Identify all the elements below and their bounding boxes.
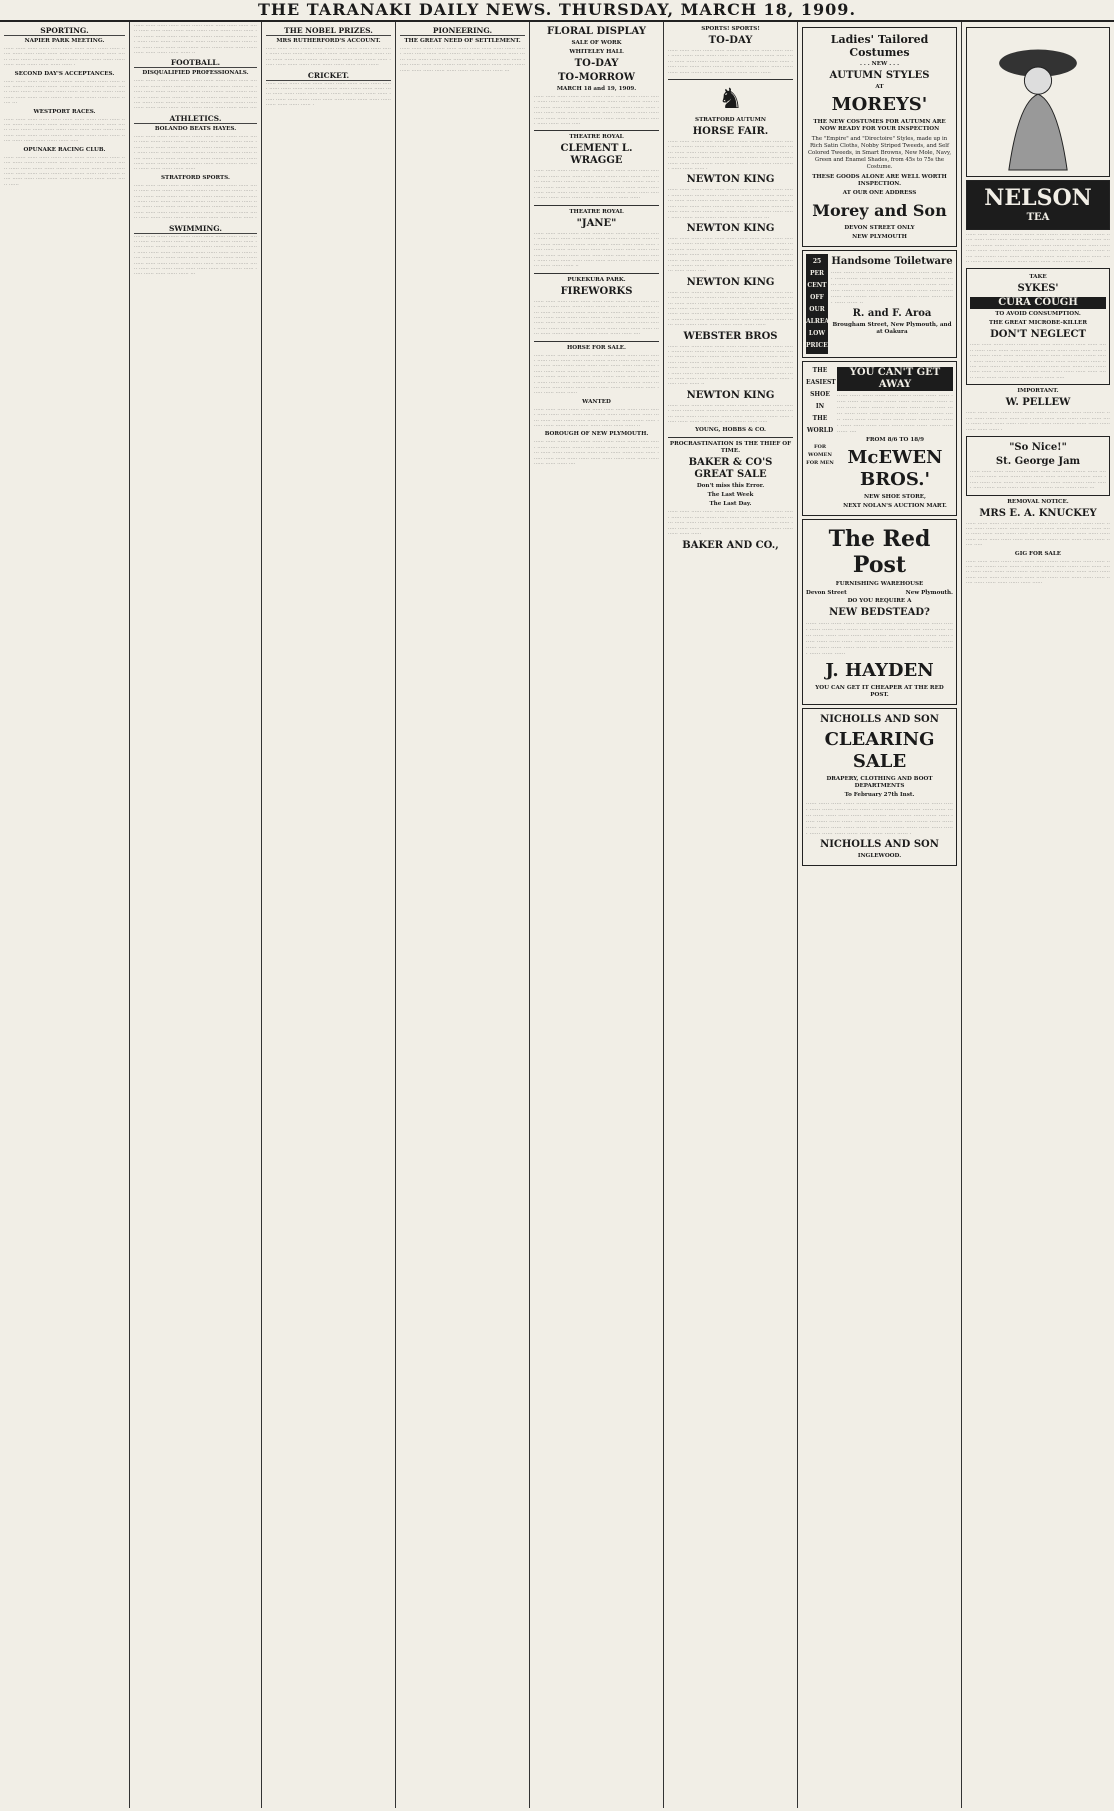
subheading-opunake: OPUNAKE RACING CLUB.: [23, 146, 106, 153]
column-notices-1: FLORAL DISPLAY SALE OF WORK WHITELEY HALL TO-DAY TO-MORROW MARCH 18 and 19, 1909. ······ ······ ······ ······ ······ ······ ······ ······ ······ ······ ······ ······ ······ ······ ······ ······ ······ ······ ······ ······ ······ ······ ······ ······ ······ ······ ······ ······ ······ ······ ······ ······ ······ ······ ······ ······ ······ ······ ······ ······ ······ ······ ······ ······ ······ ······ ······ ······ ······ ······ ······ ······ ······ ······ ······ ······ ······ ····· THEATRE ROYAL CLEMENT L. WRAGGE ······ ······ ······ ······ ······ ······ ······ ······ ······ ······ ······ ······ ······ ······ ······ ······ ······ ······ ······ ······ ······ ······ ······ ······ ······ ······ ······ ······ ······ ······ ······ ······ ······ ······ ······ ······ ······ ······ ······ ······ ······ ······ ······ ······ ······ ······ ······ ······ ······ ······ ······ ······ ······ ······ ······ ······ ······ ······ ······ ······ ······ ······ ······ THEATRE ROYAL "JANE" ······ ······ ······ ······ ······ ······ ······ ······ ······ ······ ······ ······ ······ ······ ······ ······ ······ ······ ······ ······ ······ ······ ······ ······ ······ ······ ······ ······ ······ ······ ······ ······ ······ ······ ······ ······ ······ ······ ······ ······ ······ ······ ······ ······ ······ ······ ······ ······ ······ ······ ······ ······ ······ ······ ······ ······ ······ ······ ······ ······ ······ ······ ······ ······ ······ ······ ······ ······ ·· PUKEKURA PARK. FIREWORKS ······ ······ ······ ······ ······ ······ ······ ······ ······ ······ ······ ······ ······ ······ ······ ······ ······ ······ ······ ······ ······ ······ ······ ······ ······ ······ ······ ······ ······ ······ ······ ······ ······ ······ ······ ······ ······ ······ ······ ······ ······ ······ ······ ······ ······ ······ ······ ······ ······ ······ ······ ······ ······ ······ ······ ······ ······ ······ ······ ······ ······ ······ ······ ······ ······ ······ ······ ······ ······ ······ ······ ······ ······ ···· HORSE FOR SALE. ······ ······ ······ ······ ······ ······ ······ ······ ······ ······ ······ ······ ······ ······ ······ ······ ······ ······ ······ ······ ······ ······ ······ ······ ······ ······ ······ ······ ······ ······ ······ ······ ······ ······ ······ ······ ······ ······ ······ ······ ······ ······ ······ ······ ······ ······ ······ ······ ······ ······ ······ ······ ······ ······ ······ ······ ······ ······ ······ ······ ······ ······ ······ ······ ······ ······ ······ ······ ······ ······ ······ ······ ······ ······ ······ ······ ······ ······ ······ WANTED ······ ······ ······ ······ ······ ······ ······ ······ ······ ······ ······ ······ ······ ······ ······ ······ ······ ······ ······ ······ ······ ······ ······ ······ ······ ······ ······ ······ ······ ······ ······ ······ ······ ······ ······ ······ ······ ······ ······ ······ ······ ·· BOROUGH OF NEW PLYMOUTH. ······ ······ ······ ······ ······ ······ ······ ······ ······ ······ ······ ······ ······ ······ ······ ······ ······ ······ ······ ······ ······ ······ ······ ······ ······ ······ ······ ······ ······ ······ ······ ······ ······ ······ ······ ······ ······ ······ ······ ······ ······ ······ ······ ······ ······ ······ ····: [530, 22, 664, 1808]
devon-street: Devon Street: [806, 590, 847, 596]
heading-athletics: ATHLETICS.: [134, 114, 257, 124]
nolan-auction: NEXT NOLAN'S AUCTION MART.: [843, 503, 947, 509]
devon-street-only: DEVON STREET ONLY: [844, 225, 915, 231]
borough-heading: BOROUGH OF NEW PLYMOUTH.: [544, 431, 649, 438]
heading-cricket: CRICKET.: [266, 71, 391, 81]
theatre-royal-1: THEATRE ROYAL: [569, 134, 624, 141]
lady-illustration: [966, 27, 1110, 177]
heading-sporting: SPORTING.: [4, 26, 125, 36]
subheading-stratford-sports: STRATFORD SPORTS.: [161, 174, 230, 181]
one-address: AT OUR ONE ADDRESS: [842, 190, 917, 196]
microbe-killer: THE GREAT MICROBE-KILLER: [989, 320, 1087, 327]
new-plymouth-2: New Plymouth.: [905, 590, 953, 596]
take-label: TAKE: [1029, 274, 1047, 281]
sykes-advert: TAKE SYKES' CURA COUGH TO AVOID CONSUMPTION. THE GREAT MICROBE-KILLER DON'T NEGLECT ······ ······ ······ ······ ······ ······ ······ ······ ······ ······ ······ ······ ······ ······ ······ ······ ······ ······ ······ ······ ······ ······ ······ ······ ······ ······ ······ ······ ······ ······ ······ ······ ······ ······ ······ ······ ······ ······ ······ ······ ······ ······ ······ ······ ······ ······ ······ ······ ······ ······ ······ ······ ······ ······ ······ ······ ······ ······ ······ ······ ······ ······ ······ ······ ······ ······ ······ ······ ······ ······ ······ ······ ······ ······ ······ ······ ······ ·····: [966, 268, 1110, 385]
nicholls-advert: NICHOLLS AND SON CLEARING SALE DRAPERY, CLOTHING AND BOOT DEPARTMENTS To February 27th Inst. ······ ······ ······ ······ ······ ······ ······ ······ ······ ······ ······ ······ ······ ······ ······ ······ ······ ······ ······ ······ ······ ······ ······ ······ ······ ······ ······ ······ ······ ······ ······ ······ ······ ······ ······ ······ ······ ······ ······ ······ ······ ······ ······ ······ ······ ······ ······ ······ ······ ······ ······ ······ ······ ······ ······ ······ ······ ······ ······ ······ ······ ······ ······ ······ ······ ······ ······ · NICHOLLS AND SON INGLEWOOD.: [802, 708, 957, 866]
floral-display-title: FLORAL DISPLAY: [547, 26, 646, 37]
column-sports-2: ······ ······ ······ ······ ······ ······ ······ ······ ······ ······ ······ ······ ······ ······ ······ ······ ······ ······ ······ ······ ······ ······ ······ ······ ······ ······ ······ ······ ······ ······ ······ ······ ······ ······ ······ ······ ······ ······ ······ ······ ······ ······ ······ ······ ······ ······ ······ ······ ······ ······ ······ ······ ······ ······ ······ ······ ······ ······ ·· FOOTBALL. DISQUALIFIED PROFESSIONALS. ······ ······ ······ ······ ······ ······ ······ ······ ······ ······ ······ ······ ······ ······ ······ ······ ······ ······ ······ ······ ······ ······ ······ ······ ······ ······ ······ ······ ······ ······ ······ ······ ······ ······ ······ ······ ······ ······ ······ ······ ······ ······ ······ ······ ······ ······ ······ ······ ······ ······ ······ ······ ······ ······ ······ ······ ······ ······ ······ ······ ······ ······ ······ ···· ATHLETICS. BOLANDO BEATS HAYES. ······ ······ ······ ······ ······ ······ ······ ······ ······ ······ ······ ······ ······ ······ ······ ······ ······ ······ ······ ······ ······ ······ ······ ······ ······ ······ ······ ······ ······ ······ ······ ······ ······ ······ ······ ······ ······ ······ ······ ······ ······ ······ ······ ······ ······ ······ ······ ······ ······ ······ ······ ······ ······ ······ ······ ······ ······ ······ ······ ······ ······ ······ ······ ······ ······ ······ ······ ······ ······ STRATFORD SPORTS. ······ ······ ······ ······ ······ ······ ······ ······ ······ ······ ······ ······ ······ ······ ······ ······ ······ ······ ······ ······ ······ ······ ······ ······ ······ ······ ······ ······ ······ ······ ······ ······ ······ ······ ······ ······ ······ ······ ······ ······ ······ ······ ······ ······ ······ ······ ······ ······ ······ ······ ······ ······ ······ ······ ······ ······ ······ ······ ······ ······ ······ ······ ······ ······ ······ ······ ······ ······ ······ ······ ······ ······ ······ ······ · SWIMMING. ······ ······ ······ ······ ······ ······ ······ ······ ······ ······ ······ ······ ······ ······ ······ ······ ······ ······ ······ ······ ······ ······ ······ ······ ······ ······ ······ ······ ······ ······ ······ ······ ······ ······ ······ ······ ······ ······ ······ ······ ······ ······ ······ ······ ······ ······ ······ ······ ······ ······ ······ ······ ······ ······ ······ ······ ······ ······ ······ ······ ······ ······ ······ ······ ······ ······ ······ ······ ······ ······ ······ ······ ······ ······ ······ ······ ······ ······ ······ ···: [130, 22, 262, 1808]
avoid-consumption: TO AVOID CONSUMPTION.: [995, 311, 1081, 318]
cheaper-red-post: YOU CAN GET IT CHEAPER AT THE RED POST.: [815, 685, 944, 698]
newton-king-4: NEWTON KING: [686, 389, 775, 401]
newton-king-3: NEWTON KING: [686, 276, 775, 288]
knuckey-name: MRS E. A. KNUCKEY: [979, 507, 1097, 519]
discount-banner: 25 PER CENT OFF OUR ALREADY LOW PRICES: [806, 254, 828, 354]
webster-bros: WEBSTER BROS: [683, 330, 778, 342]
horse-for-sale: HORSE FOR SALE.: [566, 344, 627, 351]
morey-and-son: Morey and Son: [812, 201, 947, 220]
theatre-royal-2: THEATRE ROYAL: [569, 208, 624, 215]
removal-notice: REMOVAL NOTICE.: [1007, 498, 1069, 505]
nelson-title: NELSON: [984, 185, 1092, 211]
subheading-acceptances: SECOND DAY'S ACCEPTANCES.: [14, 70, 115, 77]
newton-king-1: NEWTON KING: [686, 174, 775, 186]
autumn-styles: AUTUMN STYLES: [829, 70, 930, 81]
sale-of-work-title: SALE OF WORK: [571, 40, 622, 46]
hayden-name: J. HAYDEN: [825, 660, 934, 681]
subheading-bolando: BOLANDO BEATS HAYES.: [154, 125, 237, 132]
so-nice: "So Nice!": [1009, 441, 1067, 453]
procrastination: PROCRASTINATION IS THE THIEF OF TIME.: [669, 441, 792, 455]
red-post-title: The Red Post: [828, 526, 931, 578]
tea-label: TEA: [1026, 212, 1050, 223]
column-pioneering: PIONEERING. THE GREAT NEED OF SETTLEMENT. ······ ······ ······ ······ ······ ······ ······ ······ ······ ······ ······ ······ ······ ······ ······ ······ ······ ······ ······ ······ ······ ······ ······ ······ ······ ······ ······ ······ ······ ······ ······ ······ ······ ······ ······ ······ ······ ······ ······ ······ ······ ······ ······ ······ ······ ······ ······ ······ ······ ······ ······ ······ ···: [396, 22, 530, 1808]
gig-for-sale: GIG FOR SALE: [1014, 550, 1062, 557]
heading-football: FOOTBALL.: [134, 58, 257, 68]
to-february: To February 27th Inst.: [844, 792, 915, 798]
floral-dates: MARCH 18 and 19, 1909.: [556, 86, 637, 92]
wanted-heading: WANTED: [582, 398, 611, 405]
mcewen-advert: THE EASIEST SHOE IN THE WORLD FOR WOMEN FOR MEN YOU CAN'T GET AWAY ······ ······ ······ ······ ······ ······ ······ ······ ······ ······ ······ ······ ······ ······ ······ ······ ······ ······ ······ ······ ······ ······ ······ ······ ······ ······ ······ ······ ······ ······ ······ ······ ······ ······ ······ ······ ······ ······ ······ ······ ······ ······ ······ ······ ······ ······ ······ ······ ······ ······ ······ ······ ······ ······ ······ ······ ···· FROM 8/6 TO 18/9 McEWEN BROS.' NEW SHOE STORE, NEXT NOLAN'S AUCTION MART.: [802, 361, 957, 516]
subheading-rutherford: MRS RUTHERFORD'S ACCOUNT.: [276, 38, 381, 44]
nicholls-title: NICHOLLS AND SON: [820, 714, 939, 725]
do-you-require: DO YOU REQUIRE A: [847, 598, 912, 604]
pukekura-park: PUKEKURA PARK.: [567, 276, 626, 283]
sports-banner: SPORTS! SPORTS!: [701, 26, 760, 32]
sykes-title: SYKES': [1017, 283, 1059, 295]
horse-icon: ♞: [717, 82, 744, 116]
stratford-autumn: STRATFORD AUTUMN: [695, 117, 766, 124]
mcewen-bros: McEWEN BROS.': [847, 447, 943, 490]
subheading-disqualified: DISQUALIFIED PROFESSIONALS.: [142, 70, 249, 77]
column-adverts: [798, 22, 962, 1808]
dont-neglect: DON'T NEGLECT: [990, 329, 1086, 341]
today-banner-2: TO-DAY: [708, 35, 753, 46]
horse-fair-title: HORSE FAIR.: [692, 126, 769, 138]
column-sporting: SPORTING. NAPIER PARK MEETING. ······ ······ ······ ······ ······ ······ ······ ······ ······ ······ ······ ······ ······ ······ ······ ······ ······ ······ ······ ······ ······ ······ ······ ······ ······ ······ ······ ······ ······ ······ ······ ······ ······ ······ ······ ······ ······ · SECOND DAY'S ACCEPTANCES. ······ ······ ······ ······ ······ ······ ······ ······ ······ ······ ······ ······ ······ ······ ······ ······ ······ ······ ······ ······ ······ ······ ······ ······ ······ ······ ······ ······ ······ ······ ······ ······ ······ ······ ······ ······ ······ ······ ······ ······ ······ ······ ··· WESTPORT RACES. ······ ······ ······ ······ ······ ······ ······ ······ ······ ······ ······ ······ ······ ······ ······ ······ ······ ······ ······ ······ ······ ······ ······ ······ ······ ······ ······ ······ ······ ······ ······ ······ ······ ······ ······ ······ ······ ······ ······ ······ ······ ······ ······ ······ ······ ······ ······ ····· OPUNAKE RACING CLUB. ······ ······ ······ ······ ······ ······ ······ ······ ······ ······ ······ ······ ······ ······ ······ ······ ······ ······ ······ ······ ······ ······ ······ ······ ······ ······ ······ ······ ······ ······ ······ ······ ······ ······ ······ ······ ······ ······ ······ ······ ······ ······ ······ ······ ······ ······ ······ ······ ······ ······ ······ ······ ······: [0, 22, 130, 1808]
red-post-advert: The Red Post FURNISHING WAREHOUSE Devon Street New Plymouth. DO YOU REQUIRE A NEW BEDSTEAD? ······ ······ ······ ······ ······ ······ ······ ······ ······ ······ ······ ······ ······ ······ ······ ······ ······ ······ ······ ······ ······ ······ ······ ······ ······ ······ ······ ······ ······ ······ ······ ······ ······ ······ ······ ······ ······ ······ ······ ······ ······ ······ ······ ······ ······ ······ ······ ······ ······ ······ ······ ······ ······ ······ ······ ······ ······ ······ ······ ······ ······ ······ J. HAYDEN YOU CAN GET IT CHEAPER AT THE RED POST.: [802, 519, 957, 705]
column-notices-2: SPORTS! SPORTS! TO-DAY ······ ······ ······ ······ ······ ······ ······ ······ ······ ······ ······ ······ ······ ······ ······ ······ ······ ······ ······ ······ ······ ······ ······ ······ ······ ······ ······ ······ ······ ······ ······ ······ ······ ······ ······ ······ ······ ······ ······ ······ ······ ······ ······ ······ ······ ······ ······ ······ ······ ······ ······ ······ ♞ STRATFORD AUTUMN HORSE FAIR. ······ ······ ······ ······ ······ ······ ······ ······ ······ ······ ······ ······ ······ ······ ······ ······ ······ ······ ······ ······ ······ ······ ······ ······ ······ ······ ······ ······ ······ ······ ······ ······ ······ ······ ······ ······ ······ ······ ······ ······ ······ ······ ······ ······ ······ ······ ······ ······ ······ ······ ······ ······ ······ ······ ······ ······ ······ · NEWTON KING ······ ······ ······ ······ ······ ······ ······ ······ ······ ······ ······ ······ ······ ······ ······ ······ ······ ······ ······ ······ ······ ······ ······ ······ ······ ······ ······ ······ ······ ······ ······ ······ ······ ······ ······ ······ ······ ······ ······ ······ ······ ······ ······ ······ ······ ······ ······ ······ ······ ······ ······ ······ ······ ······ ······ ······ ······ ······ ······ ······ ······ ······ ··· NEWTON KING ······ ······ ······ ······ ······ ······ ······ ······ ······ ······ ······ ······ ······ ······ ······ ······ ······ ······ ······ ······ ······ ······ ······ ······ ······ ······ ······ ······ ······ ······ ······ ······ ······ ······ ······ ······ ······ ······ ······ ······ ······ ······ ······ ······ ······ ······ ······ ······ ······ ······ ······ ······ ······ ······ ······ ······ ······ ······ ······ ······ ······ ······ ······ ······ ······ ······ ······ ····· NEWTON KING ······ ······ ······ ······ ······ ······ ······ ······ ······ ······ ······ ······ ······ ······ ······ ······ ······ ······ ······ ······ ······ ······ ······ ······ ······ ······ ······ ······ ······ ······ ······ ······ ······ ······ ······ ······ ······ ······ ······ ······ ······ ······ ······ ······ ······ ······ ······ ······ ······ ······ ······ ······ ······ ······ ······ ······ ······ ······ ······ ······ ······ ······ ······ ······ ······ ······ ······ ······ ······ ······ ······ ······ ······ WEBSTER BROS ······ ······ ······ ······ ······ ······ ······ ······ ······ ······ ······ ······ ······ ······ ······ ······ ······ ······ ······ ······ ······ ······ ······ ······ ······ ······ ······ ······ ······ ······ ······ ······ ······ ······ ······ ······ ······ ······ ······ ······ ······ ······ ······ ······ ······ ······ ······ ······ ······ ······ ······ ······ ······ ······ ······ ······ ······ ······ ······ ······ ······ ······ ······ ······ ······ ······ ······ ······ ······ ······ ······ ······ ······ ······ ······ ······ ······ ······ ·· NEWTON KING ······ ······ ······ ······ ······ ······ ······ ······ ······ ······ ······ ······ ······ ······ ······ ······ ······ ······ ······ ······ ······ ······ ······ ······ ······ ······ ······ ······ ······ ······ ······ ······ ······ ······ ······ ······ ······ ······ ······ ······ ····· YOUNG, HOBBS & CO. PROCRASTINATION IS THE THIEF OF TIME. BAKER & CO'S GREAT SALE Don't miss this Error. The Last Week The Last Day. ······ ······ ······ ······ ······ ······ ······ ······ ······ ······ ······ ······ ······ ······ ······ ······ ······ ······ ······ ······ ······ ······ ······ ······ ······ ······ ······ ······ ······ ······ ······ ······ ······ ······ ······ ······ ······ ······ ······ ······ ······ ······ ······ ······ ······ ······ BAKER AND CO.,: [664, 22, 798, 1808]
drapery-departments: DRAPERY, CLOTHING AND BOOT DEPARTMENTS: [826, 776, 933, 789]
aroa-name: R. and F. Aroa: [852, 308, 932, 319]
newton-king-2: NEWTON KING: [686, 222, 775, 234]
masthead: THE TARANAKI DAILY NEWS. THURSDAY, MARCH 18, 1909.: [0, 0, 1114, 22]
nicholls-title-2: NICHOLLS AND SON: [820, 839, 939, 850]
at-label: AT: [875, 84, 884, 90]
fireworks-title: FIREWORKS: [560, 285, 633, 297]
heading-swimming: SWIMMING.: [134, 224, 257, 234]
new-shoe-store: NEW SHOE STORE,: [864, 494, 926, 500]
young-hobbs: YOUNG, HOBBS & CO.: [695, 427, 766, 434]
moreys-title: MOREYS': [831, 94, 928, 115]
new-plymouth: NEW PLYMOUTH: [852, 234, 907, 240]
pellew-name: W. PELLEW: [1005, 397, 1071, 409]
column-nobel: THE NOBEL PRIZES. MRS RUTHERFORD'S ACCOUNT. ······ ······ ······ ······ ······ ······ ······ ······ ······ ······ ······ ······ ······ ······ ······ ······ ······ ······ ······ ······ ······ ······ ······ ······ ······ ······ ······ ······ ······ ······ ······ ······ ······ ······ ······ ······ ······ ······ ······ ······ ······ ······ CRICKET. ······ ······ ······ ······ ······ ······ ······ ······ ······ ······ ······ ······ ······ ······ ······ ······ ······ ······ ······ ······ ······ ······ ······ ······ ······ ······ ······ ······ ······ ······ ······ ······ ······ ······ ······ ······ ······ ······ ······ ······ ······ ······ ······ ······ ······ ······ ······ ·: [262, 22, 396, 1808]
subheading-napier: NAPIER PARK MEETING.: [24, 38, 105, 44]
lady-portrait-icon: [970, 31, 1106, 173]
nelson-tea-advert: [966, 180, 1110, 230]
subheading-settlement: THE GREAT NEED OF SETTLEMENT.: [404, 38, 521, 44]
dont-miss: Don't miss this Error.: [696, 483, 765, 490]
today-banner: TO-DAY: [574, 58, 619, 69]
price-range: FROM 8/6 TO 18/9: [865, 437, 925, 443]
last-day: The Last Day.: [709, 501, 752, 508]
easiest-shoe-banner: THE EASIEST SHOE IN THE WORLD FOR WOMEN FOR MEN: [806, 367, 836, 466]
new-bedstead: NEW BEDSTEAD?: [829, 607, 930, 618]
ladies-costumes-title: Ladies' Tailored Costumes: [830, 33, 929, 59]
handsome-toiletware: Handsome Toiletware: [831, 256, 953, 267]
morey-advert: [802, 27, 957, 247]
aroa-address: Brougham Street, New Plymouth, and at Oakura: [832, 322, 952, 335]
column-adverts-2: NELSON TEA ······ ······ ······ ······ ······ ······ ······ ······ ······ ······ ······ ······ ······ ······ ······ ······ ······ ······ ······ ······ ······ ······ ······ ······ ······ ······ ······ ······ ······ ······ ······ ······ ······ ······ ······ ······ ······ ······ ······ ······ ······ ······ ······ ······ ······ ······ ······ ······ ······ ······ ······ ······ ······ ······ ······ ······ ······ ······ ······ ······ ······ ······ ······ ······ ······ ······ ······ ······ ······ ······ ······ ······ ··· TAKE SYKES' CURA COUGH TO AVOID CONSUMPTION. THE GREAT MICROBE-KILLER DON'T NEGLECT ······ ······ ······ ······ ······ ······ ······ ······ ······ ······ ······ ······ ······ ······ ······ ······ ······ ······ ······ ······ ······ ······ ······ ······ ······ ······ ······ ······ ······ ······ ······ ······ ······ ······ ······ ······ ······ ······ ······ ······ ······ ······ ······ ······ ······ ······ ······ ······ ······ ······ ······ ······ ······ ······ ······ ······ ······ ······ ······ ······ ······ ······ ······ ······ ······ ······ ······ ······ ······ ······ ······ ······ ······ ······ ······ ······ ······ ····· IMPORTANT. W. PELLEW ······ ······ ······ ······ ······ ······ ······ ······ ······ ······ ······ ······ ······ ······ ······ ······ ······ ······ ······ ······ ······ ······ ······ ······ ······ ······ ······ ······ ······ ······ ······ ······ ······ ······ ······ ······ ······ ······ ······ ······ · "So Nice!" St. George Jam ······ ······ ······ ······ ······ ······ ······ ······ ······ ······ ······ ······ ······ ······ ······ ······ ······ ······ ······ ······ ······ ······ ······ ······ ······ ······ ······ ······ ······ ······ ······ ······ ······ ······ ······ ······ ······ ······ ······ ······ ······ ······ ······ ······ ······ ··· REMOVAL NOTICE. MRS E. A. KNUCKEY ······ ······ ······ ······ ······ ······ ······ ······ ······ ······ ······ ······ ······ ······ ······ ······ ······ ······ ······ ······ ······ ······ ······ ······ ······ ······ ······ ······ ······ ······ ······ ······ ······ ······ ······ ······ ······ ······ ······ ······ ······ ······ ······ ······ ······ ······ ······ ······ ······ ······ ····· GIG FOR SALE ······ ······ ······ ······ ······ ······ ······ ······ ······ ······ ······ ······ ······ ······ ······ ······ ······ ······ ······ ······ ······ ······ ······ ······ ······ ······ ······ ······ ······ ······ ······ ······ ······ ······ ······ ······ ······ ······ ······ ······ ······ ······ ······ ······ ······ ······ ······ ······ ······ ······ ······ ······ ······ ······ ······ ······: [962, 22, 1114, 1808]
jane-title: "JANE": [576, 217, 617, 229]
subheading-westport: WESTPORT RACES.: [33, 108, 96, 115]
last-week: The Last Week: [707, 492, 754, 499]
heading-nobel-prizes: THE NOBEL PRIZES.: [266, 26, 391, 36]
st-george-jam-advert: "So Nice!" St. George Jam ······ ······ ······ ······ ······ ······ ······ ······ ······ ······ ······ ······ ······ ······ ······ ······ ······ ······ ······ ······ ······ ······ ······ ······ ······ ······ ······ ······ ······ ······ ······ ······ ······ ······ ······ ······ ······ ······ ······ ······ ······ ······ ······ ······ ······ ···: [966, 436, 1110, 496]
new-label: . . . NEW . . .: [859, 61, 900, 67]
clement-wragge: CLEMENT L. WRAGGE: [560, 143, 633, 167]
baker-great-sale: BAKER & CO'S GREAT SALE: [688, 457, 773, 481]
baker-and-co: BAKER AND CO.,: [682, 539, 779, 551]
clearing-sale: CLEARING SALE: [824, 729, 935, 772]
tomorrow-banner: TO-MORROW: [557, 72, 635, 83]
costumes-ready: THE NEW COSTUMES FOR AUTUMN ARE NOW READY FOR YOUR INSPECTION: [813, 119, 946, 132]
cura-cough: CURA COUGH: [970, 297, 1106, 309]
inglewood: INGLEWOOD.: [857, 853, 902, 859]
empire-styles: The "Empire" and "Directoire" Styles, made up in Rich Satin Cloths, Nobby Striped Tweeds, and Self Colored Tweeds, in Smart Browns, New Mole, Navy, Green and Enamel Shades, from 45s to 75s the Costume.: [807, 136, 952, 170]
cant-get-away: YOU CAN'T GET AWAY: [837, 367, 953, 391]
whiteley-hall: WHITELEY HALL: [569, 49, 624, 55]
st-george-jam: St. George Jam: [995, 455, 1081, 467]
heading-pioneering: PIONEERING.: [400, 26, 525, 36]
furnishing-warehouse: FURNISHING WAREHOUSE: [835, 581, 924, 587]
important-heading: IMPORTANT.: [1017, 388, 1059, 395]
aroa-advert: 25 PER CENT OFF OUR ALREADY LOW PRICES Handsome Toiletware ······ ······ ······ ······ ······ ······ ······ ······ ······ ······ ······ ······ ······ ······ ······ ······ ······ ······ ······ ······ ······ ······ ······ ······ ······ ······ ······ ······ ······ ······ ······ ······ ······ ······ ······ ······ ······ ······ ······ ······ ······ ······ ······ ······ ······ ······ ······ ······ ······ ······ ······ ·· R. and F. Aroa Brougham Street, New Plymouth, and at Oakura: [802, 250, 957, 358]
worth-inspection: THESE GOODS ALONE ARE WELL WORTH INSPECTION.: [812, 174, 947, 187]
